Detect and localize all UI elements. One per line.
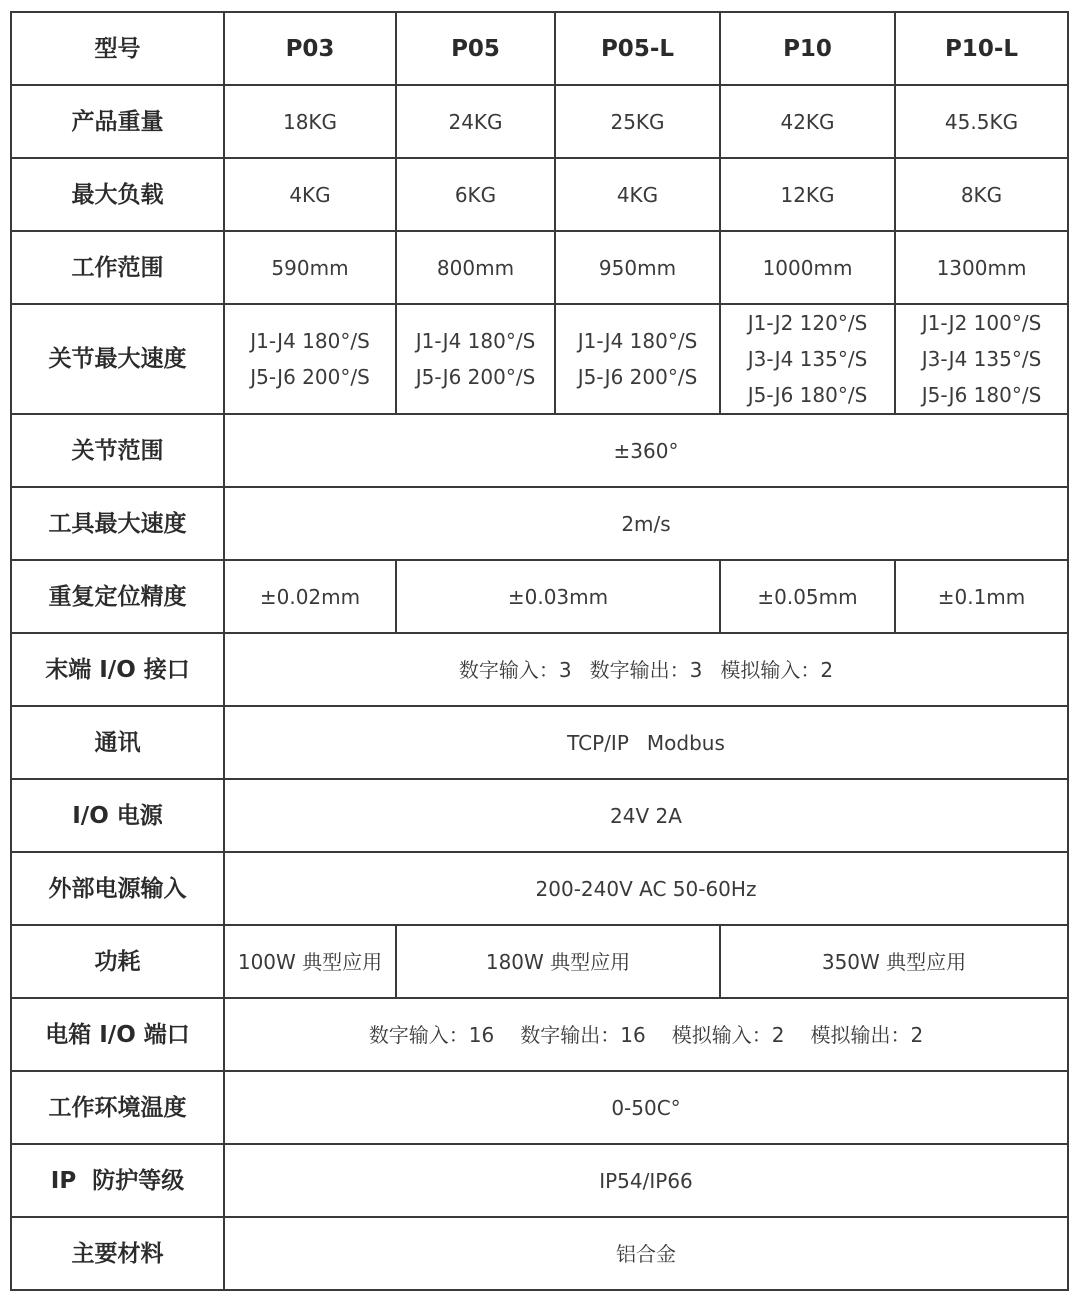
reach-p05-l: 950mm bbox=[555, 231, 720, 304]
repeatability-p10: ±0.05mm bbox=[720, 560, 895, 633]
row-weight bbox=[11, 85, 1068, 158]
header-row bbox=[11, 12, 1068, 85]
row-end-io bbox=[11, 633, 1068, 706]
power-p03: 100W 典型应用 bbox=[224, 925, 396, 998]
joint-speed-line: J3-J4 135°/S bbox=[921, 347, 1042, 371]
model-p05: P05 bbox=[396, 12, 555, 85]
joint-speed-p05-l bbox=[555, 304, 720, 414]
row-temp bbox=[11, 1071, 1068, 1144]
weight-p05: 24KG bbox=[396, 85, 555, 158]
row-ext-power bbox=[11, 852, 1068, 925]
label-power: 功耗 bbox=[11, 925, 224, 998]
joint-range-value: ±360° bbox=[224, 414, 1068, 487]
spec-table bbox=[10, 11, 1069, 1291]
repeatability-p10-l: ±0.1mm bbox=[895, 560, 1068, 633]
label-ext-power: 外部电源输入 bbox=[11, 852, 224, 925]
joint-speed-p10 bbox=[720, 304, 895, 414]
label-payload: 最大负载 bbox=[11, 158, 224, 231]
comm-modbus: Modbus bbox=[646, 730, 725, 755]
reach-p10: 1000mm bbox=[720, 231, 895, 304]
material-value: 铝合金 bbox=[224, 1217, 1068, 1290]
joint-speed-p05 bbox=[396, 304, 555, 414]
reach-p03: 590mm bbox=[224, 231, 396, 304]
label-tool-speed: 工具最大速度 bbox=[11, 487, 224, 560]
label-joint-range: 关节范围 bbox=[11, 414, 224, 487]
joint-speed-line: J1-J4 180°/S bbox=[577, 329, 698, 353]
reach-p10-l: 1300mm bbox=[895, 231, 1068, 304]
label-joint-speed: 关节最大速度 bbox=[11, 304, 224, 414]
payload-p03: 4KG bbox=[224, 158, 396, 231]
label-temp: 工作环境温度 bbox=[11, 1071, 224, 1144]
power-p10-group: 350W 典型应用 bbox=[720, 925, 1068, 998]
payload-p10: 12KG bbox=[720, 158, 895, 231]
ext-power-value: 200-240V AC 50-60Hz bbox=[224, 852, 1068, 925]
joint-speed-line: J5-J6 180°/S bbox=[921, 383, 1042, 407]
joint-speed-p10-l bbox=[895, 304, 1068, 414]
row-repeatability bbox=[11, 560, 1068, 633]
repeatability-p03: ±0.02mm bbox=[224, 560, 396, 633]
temp-value: 0-50C° bbox=[224, 1071, 1068, 1144]
joint-speed-line: J1-J4 180°/S bbox=[415, 329, 536, 353]
row-joint-range bbox=[11, 414, 1068, 487]
box-io-value bbox=[224, 998, 1068, 1071]
box-io-digital-out: 数字输出：16 bbox=[520, 1022, 646, 1047]
row-comm bbox=[11, 706, 1068, 779]
box-io-analog-in: 模拟输入：2 bbox=[671, 1022, 785, 1047]
model-p03: P03 bbox=[224, 12, 396, 85]
row-io-power bbox=[11, 779, 1068, 852]
payload-p05-l: 4KG bbox=[555, 158, 720, 231]
weight-p05-l: 25KG bbox=[555, 85, 720, 158]
row-payload bbox=[11, 158, 1068, 231]
row-box-io bbox=[11, 998, 1068, 1071]
box-io-analog-out: 模拟输出：2 bbox=[810, 1022, 924, 1047]
row-reach bbox=[11, 231, 1068, 304]
end-io-digital-in: 数字输入：3 bbox=[458, 657, 572, 682]
joint-speed-line: J5-J6 200°/S bbox=[415, 365, 536, 389]
repeatability-p05-group: ±0.03mm bbox=[396, 560, 720, 633]
row-power bbox=[11, 925, 1068, 998]
label-repeatability: 重复定位精度 bbox=[11, 560, 224, 633]
joint-speed-p03 bbox=[224, 304, 396, 414]
label-reach: 工作范围 bbox=[11, 231, 224, 304]
joint-speed-line: J1-J2 100°/S bbox=[921, 311, 1042, 335]
header-label: 型号 bbox=[11, 12, 224, 85]
end-io-value bbox=[224, 633, 1068, 706]
joint-speed-line: J3-J4 135°/S bbox=[747, 347, 868, 371]
joint-speed-line: J5-J6 200°/S bbox=[577, 365, 698, 389]
joint-speed-line: J5-J6 200°/S bbox=[250, 365, 370, 389]
end-io-analog-in: 模拟输入：2 bbox=[720, 657, 834, 682]
model-p10-l: P10-L bbox=[895, 12, 1068, 85]
joint-speed-line: J1-J4 180°/S bbox=[250, 329, 370, 353]
label-box-io: 电箱 I/O 端口 bbox=[11, 998, 224, 1071]
weight-p10-l: 45.5KG bbox=[895, 85, 1068, 158]
row-material bbox=[11, 1217, 1068, 1290]
end-io-digital-out: 数字输出：3 bbox=[589, 657, 703, 682]
weight-p03: 18KG bbox=[224, 85, 396, 158]
joint-speed-line: J5-J6 180°/S bbox=[747, 383, 868, 407]
label-weight: 产品重量 bbox=[11, 85, 224, 158]
io-power-value: 24V 2A bbox=[224, 779, 1068, 852]
payload-p05: 6KG bbox=[396, 158, 555, 231]
label-material: 主要材料 bbox=[11, 1217, 224, 1290]
tool-speed-value: 2m/s bbox=[224, 487, 1068, 560]
row-tool-speed bbox=[11, 487, 1068, 560]
comm-tcpip: TCP/IP bbox=[567, 730, 629, 755]
model-p10: P10 bbox=[720, 12, 895, 85]
row-joint-speed bbox=[11, 304, 1068, 414]
weight-p10: 42KG bbox=[720, 85, 895, 158]
label-io-power: I/O 电源 bbox=[11, 779, 224, 852]
payload-p10-l: 8KG bbox=[895, 158, 1068, 231]
comm-value bbox=[224, 706, 1068, 779]
power-p05-group: 180W 典型应用 bbox=[396, 925, 720, 998]
label-comm: 通讯 bbox=[11, 706, 224, 779]
label-end-io: 末端 I/O 接口 bbox=[11, 633, 224, 706]
label-ip: IP 防护等级 bbox=[11, 1144, 224, 1217]
ip-value: IP54/IP66 bbox=[224, 1144, 1068, 1217]
model-p05-l: P05-L bbox=[555, 12, 720, 85]
joint-speed-line: J1-J2 120°/S bbox=[747, 311, 868, 335]
box-io-digital-in: 数字输入：16 bbox=[368, 1022, 495, 1047]
row-ip bbox=[11, 1144, 1068, 1217]
reach-p05: 800mm bbox=[396, 231, 555, 304]
